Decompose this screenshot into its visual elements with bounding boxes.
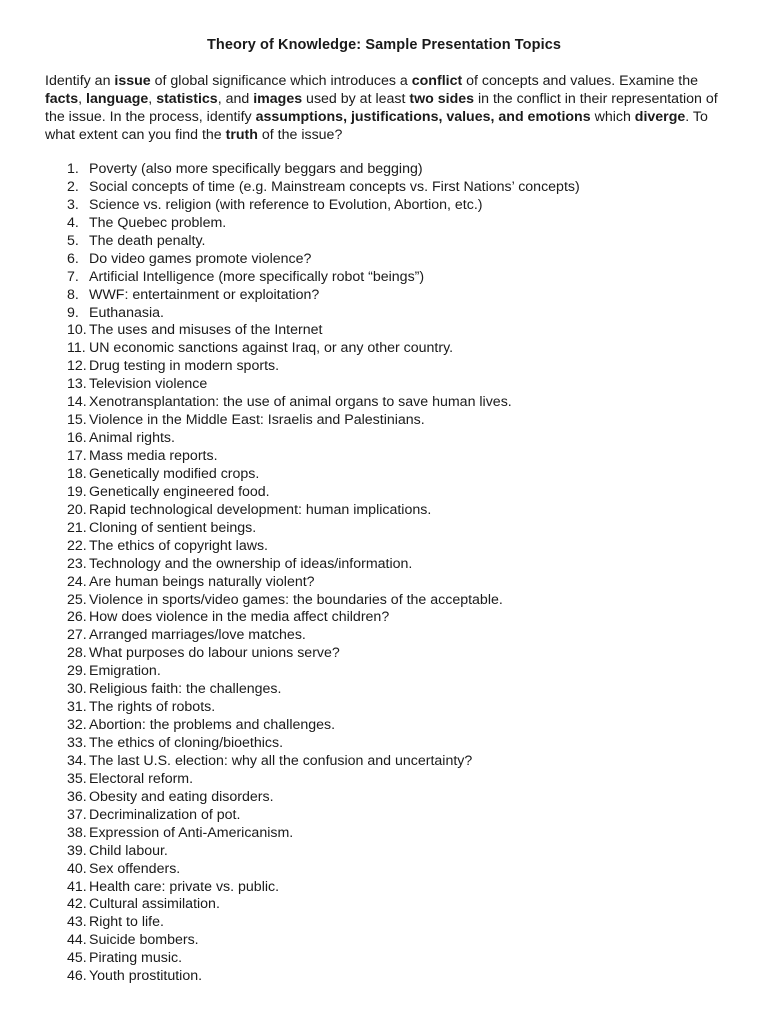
- list-item: [67, 287, 580, 305]
- list-item: [67, 609, 580, 627]
- list-item: [67, 861, 580, 879]
- list-item: [67, 699, 580, 717]
- list-item: [67, 538, 580, 556]
- list-item-text: Genetically modified crops.: [89, 465, 260, 482]
- list-item-text: Are human beings naturally violent?: [89, 573, 315, 590]
- list-item-text: Animal rights.: [89, 430, 175, 447]
- list-item: [67, 932, 580, 950]
- list-item-number: 32.: [67, 717, 87, 734]
- list-item: [67, 950, 580, 968]
- list-item-number: 31.: [67, 699, 87, 716]
- intro-bold: diverge: [634, 109, 686, 125]
- intro-bold: conflict: [411, 73, 463, 89]
- list-item: [67, 466, 580, 484]
- topic-list: [67, 161, 580, 986]
- list-item: [67, 627, 580, 645]
- list-item-text: Arranged marriages/love matches.: [89, 627, 306, 644]
- list-item-text: Xenotransplantation: the use of animal organs to save human lives.: [89, 394, 512, 411]
- list-item-text: UN economic sanctions against Iraq, or any other country.: [89, 340, 454, 357]
- list-item-number: 22.: [67, 537, 87, 554]
- list-item: [67, 448, 580, 466]
- list-item-text: Poverty (also more specifically beggars and begging): [89, 161, 423, 177]
- intro-text: . To what extent can you find the: [45, 109, 708, 143]
- list-item: [67, 914, 580, 932]
- intro-bold: statistics: [156, 91, 218, 107]
- list-item-text: The ethics of copyright laws.: [89, 537, 268, 554]
- list-item-text: Rapid technological development: human implications.: [89, 501, 432, 518]
- list-item-number: 28.: [67, 645, 87, 662]
- list-item-text: The Quebec problem.: [89, 214, 227, 231]
- list-item: [67, 879, 580, 897]
- list-item-text: Religious faith: the challenges.: [89, 681, 282, 698]
- list-item-text: How does violence in the media affect children?: [89, 609, 390, 626]
- list-item-number: 38.: [67, 824, 87, 841]
- list-item: [67, 215, 580, 233]
- list-item-number: 30.: [67, 681, 87, 698]
- list-item-text: Mass media reports.: [89, 448, 218, 464]
- list-item-text: Genetically engineered food.: [89, 483, 270, 500]
- list-item: [67, 735, 580, 753]
- intro-bold: issue: [114, 73, 151, 89]
- list-item-text: The last U.S. election: why all the confusion and uncertainty?: [89, 752, 473, 769]
- list-item: [67, 645, 580, 663]
- list-item-number: 44.: [67, 932, 87, 949]
- list-item-number: 29.: [67, 663, 87, 680]
- list-item: [67, 269, 580, 287]
- list-item-text: Child labour.: [89, 842, 168, 859]
- list-item-text: WWF: entertainment or exploitation?: [89, 286, 320, 303]
- list-item: [67, 358, 580, 376]
- list-item-text: Television violence: [89, 376, 208, 393]
- list-item: [67, 394, 580, 412]
- list-item-text: Social concepts of time (e.g. Mainstream concepts vs. First Nations’ concepts): [89, 178, 580, 195]
- list-item-text: Sex offenders.: [89, 860, 181, 877]
- list-item-number: 4.: [67, 214, 79, 231]
- list-item: [67, 305, 580, 323]
- list-item-number: 42.: [67, 896, 87, 913]
- list-item-text: Violence in sports/video games: the boundaries of the acceptable.: [89, 591, 503, 608]
- list-item-number: 24.: [67, 573, 87, 590]
- list-item-number: 17.: [67, 448, 87, 464]
- list-item-number: 46.: [67, 968, 87, 985]
- list-item: [67, 771, 580, 789]
- list-item-number: 40.: [67, 860, 87, 877]
- intro-text: , and: [217, 91, 254, 107]
- list-item-text: Violence in the Middle East: Israelis and Palestinians.: [89, 412, 425, 429]
- list-item-number: 36.: [67, 788, 87, 805]
- list-item-number: 27.: [67, 627, 87, 644]
- list-item-number: 20.: [67, 501, 87, 518]
- intro-text: ,: [148, 91, 157, 107]
- intro-bold: language: [86, 91, 149, 107]
- list-item-number: 18.: [67, 465, 87, 482]
- list-item-number: 15.: [67, 412, 87, 429]
- list-item: [67, 592, 580, 610]
- list-item-text: Science vs. religion (with reference to Evolution, Abortion, etc.): [89, 196, 483, 213]
- list-item-text: Emigration.: [89, 663, 161, 680]
- list-item: [67, 896, 580, 914]
- list-item-number: 5.: [67, 232, 79, 249]
- list-item-number: 1.: [67, 161, 79, 177]
- list-item: [67, 825, 580, 843]
- list-item: [67, 502, 580, 520]
- list-item-number: 23.: [67, 555, 87, 572]
- list-item-number: 19.: [67, 483, 87, 500]
- list-item-text: Youth prostitution.: [89, 968, 203, 985]
- list-item-number: 9.: [67, 304, 79, 321]
- list-item: [67, 484, 580, 502]
- list-item-text: The uses and misuses of the Internet: [89, 322, 323, 339]
- list-item: [67, 179, 580, 197]
- list-item: [67, 430, 580, 448]
- intro-bold: two sides: [409, 91, 475, 107]
- intro-bold: facts: [45, 91, 79, 107]
- intro-text: Identify an: [45, 73, 115, 89]
- intro-text: ,: [78, 91, 87, 107]
- list-item-number: 12.: [67, 358, 87, 375]
- list-item: [67, 520, 580, 538]
- list-item: [67, 789, 580, 807]
- list-item-number: 3.: [67, 196, 79, 213]
- list-item: [67, 197, 580, 215]
- list-item: [67, 376, 580, 394]
- list-item-text: The ethics of cloning/bioethics.: [89, 735, 284, 751]
- list-item-text: Cloning of sentient beings.: [89, 519, 257, 536]
- list-item-text: Artificial Intelligence (more specifically robot “beings”): [89, 268, 425, 285]
- list-item-text: Drug testing in modern sports.: [89, 358, 280, 375]
- list-item: [67, 412, 580, 430]
- list-item-number: 41.: [67, 878, 87, 895]
- list-item-number: 45.: [67, 950, 87, 967]
- list-item-text: Do video games promote violence?: [89, 250, 312, 267]
- intro-text: used by at least: [302, 91, 410, 107]
- list-item-text: Pirating music.: [89, 950, 183, 967]
- list-item: [67, 681, 580, 699]
- list-item: [67, 340, 580, 358]
- list-item-number: 35.: [67, 770, 87, 787]
- list-item: [67, 251, 580, 269]
- list-item-text: Health care: private vs. public.: [89, 878, 280, 895]
- list-item: [67, 717, 580, 735]
- list-item: [67, 843, 580, 861]
- list-item: [67, 574, 580, 592]
- list-item-text: Obesity and eating disorders.: [89, 788, 274, 805]
- list-item-number: 25.: [67, 591, 87, 608]
- intro-text: of concepts and values. Examine the: [462, 73, 699, 89]
- intro-text: of the issue?: [257, 127, 343, 143]
- list-item-number: 21.: [67, 519, 87, 536]
- list-item-text: Cultural assimilation.: [89, 896, 220, 913]
- list-item: [67, 233, 580, 251]
- list-item-number: 13.: [67, 376, 87, 393]
- list-item: [67, 753, 580, 771]
- list-item-text: Right to life.: [89, 914, 164, 931]
- list-item-number: 2.: [67, 178, 79, 195]
- list-item-number: 8.: [67, 286, 79, 303]
- list-item-text: Suicide bombers.: [89, 932, 199, 949]
- list-item-number: 14.: [67, 394, 87, 411]
- list-item-number: 43.: [67, 914, 87, 931]
- intro-bold: truth: [225, 127, 258, 143]
- list-item-number: 33.: [67, 735, 87, 751]
- list-item-number: 34.: [67, 752, 87, 769]
- intro-text: of global significance which introduces a: [150, 73, 412, 89]
- list-item: [67, 161, 580, 179]
- intro-text: which: [590, 109, 635, 125]
- list-item-text: Decriminalization of pot.: [89, 806, 241, 823]
- list-item-text: What purposes do labour unions serve?: [89, 645, 340, 662]
- intro-bold: assumptions, justifications, values, and emotions: [255, 109, 591, 125]
- list-item-text: Euthanasia.: [89, 304, 164, 321]
- page-title: Theory of Knowledge: Sample Presentation Topics: [206, 37, 562, 53]
- list-item: [67, 663, 580, 681]
- list-item: [67, 556, 580, 574]
- list-item-number: 10.: [67, 322, 87, 339]
- list-item-text: Technology and the ownership of ideas/information.: [89, 555, 413, 572]
- list-item-text: Electoral reform.: [89, 770, 194, 787]
- list-item-number: 26.: [67, 609, 87, 626]
- list-item: [67, 807, 580, 825]
- list-item-number: 7.: [67, 268, 79, 285]
- list-item-number: 39.: [67, 842, 87, 859]
- list-item: [67, 322, 580, 340]
- intro-paragraph: [45, 72, 735, 144]
- list-item-text: Expression of Anti-Americanism.: [89, 824, 294, 841]
- list-item-number: 16.: [67, 430, 87, 447]
- list-item: [67, 968, 580, 986]
- list-item-text: The rights of robots.: [89, 699, 216, 716]
- list-item-number: 11.: [67, 340, 86, 357]
- intro-bold: images: [253, 91, 303, 107]
- list-item-number: 6.: [67, 250, 79, 267]
- list-item-text: Abortion: the problems and challenges.: [89, 717, 336, 734]
- list-item-text: The death penalty.: [89, 232, 206, 249]
- list-item-number: 37.: [67, 806, 87, 823]
- intro-text: in the conflict in their representation of the issue. In the process, identify: [45, 91, 718, 125]
